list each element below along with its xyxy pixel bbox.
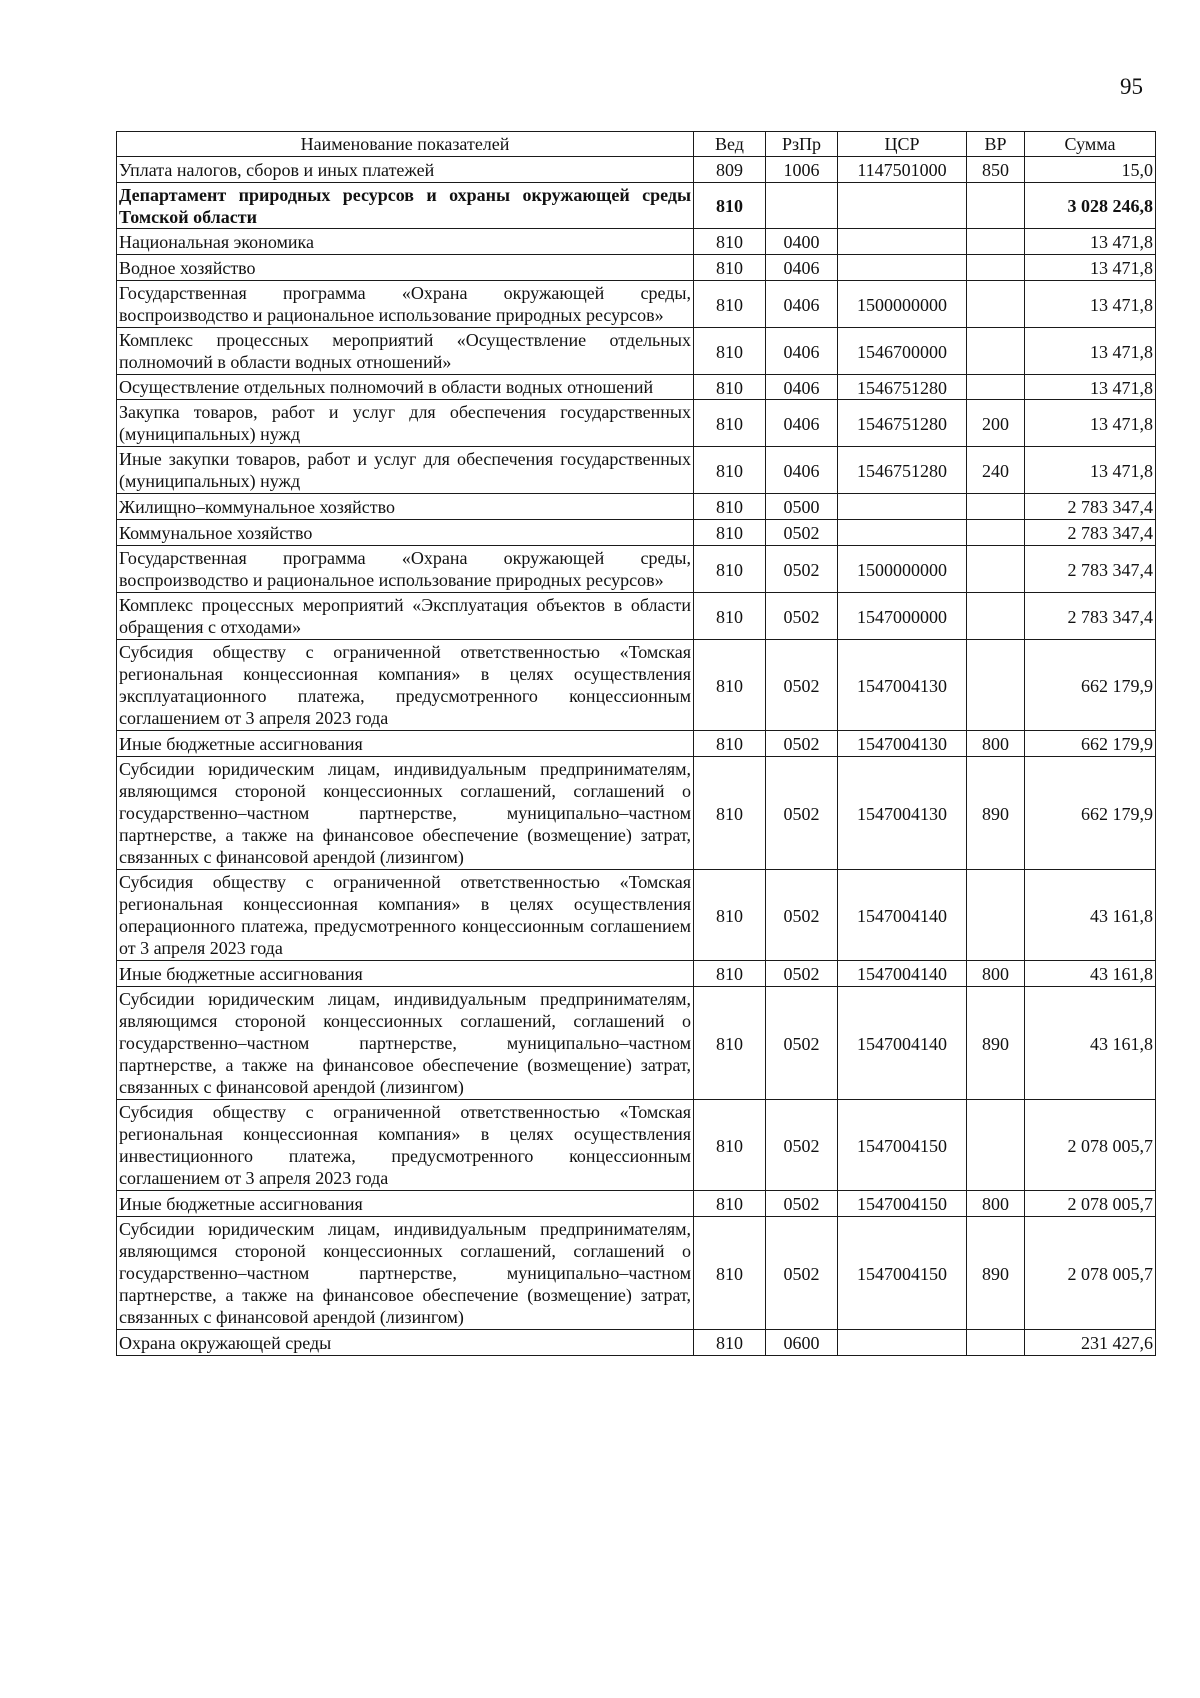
table-header-row [117,132,1156,157]
row-rzpr: 0406 [766,375,838,400]
row-ved: 810 [694,520,766,546]
row-vr [967,375,1025,400]
row-csr: 1547004130 [838,757,967,870]
table-row [117,520,1156,546]
row-csr: 1547004150 [838,1100,967,1191]
row-csr [838,183,967,229]
row-name: Государственная программа «Охрана окружающей среды, воспроизводство и рациональное использование природных ресурсов» [117,281,694,328]
row-vr: 800 [967,1191,1025,1217]
row-sum: 43 161,8 [1025,987,1156,1100]
table-row [117,731,1156,757]
row-ved: 810 [694,1330,766,1356]
row-rzpr: 0502 [766,640,838,731]
row-name: Комплекс процессных мероприятий «Осуществление отдельных полномочий в области водных отношений» [117,328,694,375]
row-ved: 810 [694,375,766,400]
row-ved: 810 [694,593,766,640]
header-name: Наименование показателей [117,132,694,157]
row-sum: 662 179,9 [1025,640,1156,731]
row-rzpr: 0502 [766,961,838,987]
row-vr [967,494,1025,520]
row-csr: 1547004130 [838,640,967,731]
row-sum: 13 471,8 [1025,328,1156,375]
row-vr [967,183,1025,229]
table-row [117,593,1156,640]
row-name: Субсидия обществу с ограниченной ответственностью «Томская региональная концессионная компания» в целях осуществления операционного платежа, предусмотренного концессионным соглашением от 3 апреля 2023 года [117,870,694,961]
row-vr: 800 [967,961,1025,987]
row-ved: 810 [694,447,766,494]
row-vr: 240 [967,447,1025,494]
row-ved: 810 [694,494,766,520]
table-row [117,757,1156,870]
row-vr [967,1100,1025,1191]
row-name: Государственная программа «Охрана окружающей среды, воспроизводство и рациональное использование природных ресурсов» [117,546,694,593]
row-vr [967,1330,1025,1356]
row-ved: 810 [694,546,766,593]
row-name: Иные бюджетные ассигнования [117,731,694,757]
row-sum: 13 471,8 [1025,229,1156,255]
row-name: Закупка товаров, работ и услуг для обеспечения государственных (муниципальных) нужд [117,400,694,447]
row-sum: 2 783 347,4 [1025,494,1156,520]
row-rzpr: 0502 [766,1100,838,1191]
row-rzpr: 0502 [766,593,838,640]
row-ved: 810 [694,255,766,281]
row-ved: 810 [694,1217,766,1330]
table-row [117,870,1156,961]
row-vr [967,229,1025,255]
row-csr: 1546700000 [838,328,967,375]
row-csr: 1547004150 [838,1191,967,1217]
row-vr [967,640,1025,731]
table-row [117,494,1156,520]
header-ved: Вед [694,132,766,157]
row-vr [967,593,1025,640]
row-name: Субсидии юридическим лицам, индивидуальным предпринимателям, являющимся стороной концессионных соглашений, соглашений о государственно–частном партнерстве, муниципально–частном партнерстве, а также на финансовое обеспечение (возмещение) затрат, связанных с финансовой арендой (лизингом) [117,757,694,870]
row-ved: 810 [694,281,766,328]
row-sum: 13 471,8 [1025,400,1156,447]
row-rzpr: 0502 [766,987,838,1100]
row-csr [838,494,967,520]
row-ved: 810 [694,1100,766,1191]
row-sum: 13 471,8 [1025,255,1156,281]
row-csr: 1547004140 [838,961,967,987]
row-ved: 810 [694,183,766,229]
row-vr [967,870,1025,961]
row-ved: 810 [694,640,766,731]
row-rzpr: 0400 [766,229,838,255]
row-rzpr: 0502 [766,731,838,757]
header-csr: ЦСР [838,132,967,157]
row-csr: 1547004150 [838,1217,967,1330]
row-csr: 1500000000 [838,281,967,328]
row-ved: 810 [694,731,766,757]
row-sum: 662 179,9 [1025,757,1156,870]
row-vr [967,546,1025,593]
row-sum: 15,0 [1025,157,1156,183]
table-row [117,546,1156,593]
row-name: Иные бюджетные ассигнования [117,1191,694,1217]
table-row [117,375,1156,400]
row-csr: 1546751280 [838,447,967,494]
row-ved: 810 [694,400,766,447]
table-row [117,961,1156,987]
table-row [117,281,1156,328]
row-csr: 1547000000 [838,593,967,640]
row-csr: 1546751280 [838,375,967,400]
row-ved: 810 [694,987,766,1100]
row-rzpr: 0502 [766,1191,838,1217]
row-sum: 2 783 347,4 [1025,593,1156,640]
row-rzpr: 0406 [766,447,838,494]
row-sum: 43 161,8 [1025,961,1156,987]
row-sum: 2 783 347,4 [1025,520,1156,546]
row-csr: 1547004130 [838,731,967,757]
row-rzpr: 0502 [766,757,838,870]
row-ved: 810 [694,870,766,961]
header-vr: ВР [967,132,1025,157]
row-name: Иные бюджетные ассигнования [117,961,694,987]
row-name: Жилищно–коммунальное хозяйство [117,494,694,520]
table-row [117,157,1156,183]
row-rzpr: 0406 [766,400,838,447]
row-sum: 43 161,8 [1025,870,1156,961]
row-name: Департамент природных ресурсов и охраны окружающей среды Томской области [117,183,694,229]
row-sum: 2 078 005,7 [1025,1100,1156,1191]
row-csr: 1547004140 [838,987,967,1100]
row-rzpr: 1006 [766,157,838,183]
row-csr [838,520,967,546]
row-name: Иные закупки товаров, работ и услуг для обеспечения государственных (муниципальных) нужд [117,447,694,494]
row-rzpr: 0406 [766,255,838,281]
row-ved: 810 [694,229,766,255]
row-sum: 3 028 246,8 [1025,183,1156,229]
table-row [117,183,1156,229]
row-csr [838,229,967,255]
row-rzpr: 0502 [766,1217,838,1330]
row-vr: 850 [967,157,1025,183]
row-sum: 13 471,8 [1025,281,1156,328]
row-csr [838,1330,967,1356]
row-vr: 890 [967,757,1025,870]
row-csr: 1147501000 [838,157,967,183]
row-vr: 890 [967,1217,1025,1330]
row-vr [967,328,1025,375]
row-name: Охрана окружающей среды [117,1330,694,1356]
row-rzpr [766,183,838,229]
row-ved: 810 [694,961,766,987]
row-rzpr: 0406 [766,328,838,375]
table-row [117,229,1156,255]
table-row [117,447,1156,494]
row-vr: 200 [967,400,1025,447]
budget-table [116,131,1156,1356]
row-name: Субсидии юридическим лицам, индивидуальным предпринимателям, являющимся стороной концессионных соглашений, соглашений о государственно–частном партнерстве, муниципально–частном партнерстве, а также на финансовое обеспечение (возмещение) затрат, связанных с финансовой арендой (лизингом) [117,1217,694,1330]
header-rzpr: РзПр [766,132,838,157]
row-name: Субсидия обществу с ограниченной ответственностью «Томская региональная концессионная компания» в целях осуществления эксплуатационного платежа, предусмотренного концессионным соглашением от 3 апреля 2023 года [117,640,694,731]
page-number: 95 [1120,74,1143,99]
row-name: Национальная экономика [117,229,694,255]
row-vr [967,520,1025,546]
header-sum: Сумма [1025,132,1156,157]
row-name: Водное хозяйство [117,255,694,281]
row-vr: 800 [967,731,1025,757]
row-csr: 1546751280 [838,400,967,447]
row-vr [967,281,1025,328]
row-sum: 13 471,8 [1025,447,1156,494]
row-ved: 810 [694,328,766,375]
row-sum: 2 078 005,7 [1025,1217,1156,1330]
row-sum: 2 078 005,7 [1025,1191,1156,1217]
row-name: Уплата налогов, сборов и иных платежей [117,157,694,183]
table-row [117,640,1156,731]
row-name: Осуществление отдельных полномочий в области водных отношений [117,375,694,400]
row-sum: 231 427,6 [1025,1330,1156,1356]
row-csr: 1500000000 [838,546,967,593]
table-row [117,400,1156,447]
row-name: Коммунальное хозяйство [117,520,694,546]
row-ved: 809 [694,157,766,183]
row-ved: 810 [694,757,766,870]
table-row [117,1100,1156,1191]
row-vr [967,255,1025,281]
row-rzpr: 0502 [766,546,838,593]
table-row [117,1217,1156,1330]
row-rzpr: 0502 [766,520,838,546]
table-row [117,1330,1156,1356]
row-name: Субсидии юридическим лицам, индивидуальным предпринимателям, являющимся стороной концессионных соглашений, соглашений о государственно–частном партнерстве, муниципально–частном партнерстве, а также на финансовое обеспечение (возмещение) затрат, связанных с финансовой арендой (лизингом) [117,987,694,1100]
row-sum: 662 179,9 [1025,731,1156,757]
row-sum: 2 783 347,4 [1025,546,1156,593]
row-rzpr: 0406 [766,281,838,328]
table-row [117,328,1156,375]
row-sum: 13 471,8 [1025,375,1156,400]
row-ved: 810 [694,1191,766,1217]
row-rzpr: 0502 [766,870,838,961]
table-row [117,987,1156,1100]
table-row [117,255,1156,281]
row-rzpr: 0600 [766,1330,838,1356]
row-name: Субсидия обществу с ограниченной ответственностью «Томская региональная концессионная компания» в целях осуществления инвестиционного платежа, предусмотренного концессионным соглашением от 3 апреля 2023 года [117,1100,694,1191]
row-name: Комплекс процессных мероприятий «Эксплуатация объектов в области обращения с отходами» [117,593,694,640]
row-rzpr: 0500 [766,494,838,520]
table-row [117,1191,1156,1217]
row-vr: 890 [967,987,1025,1100]
row-csr [838,255,967,281]
row-csr: 1547004140 [838,870,967,961]
